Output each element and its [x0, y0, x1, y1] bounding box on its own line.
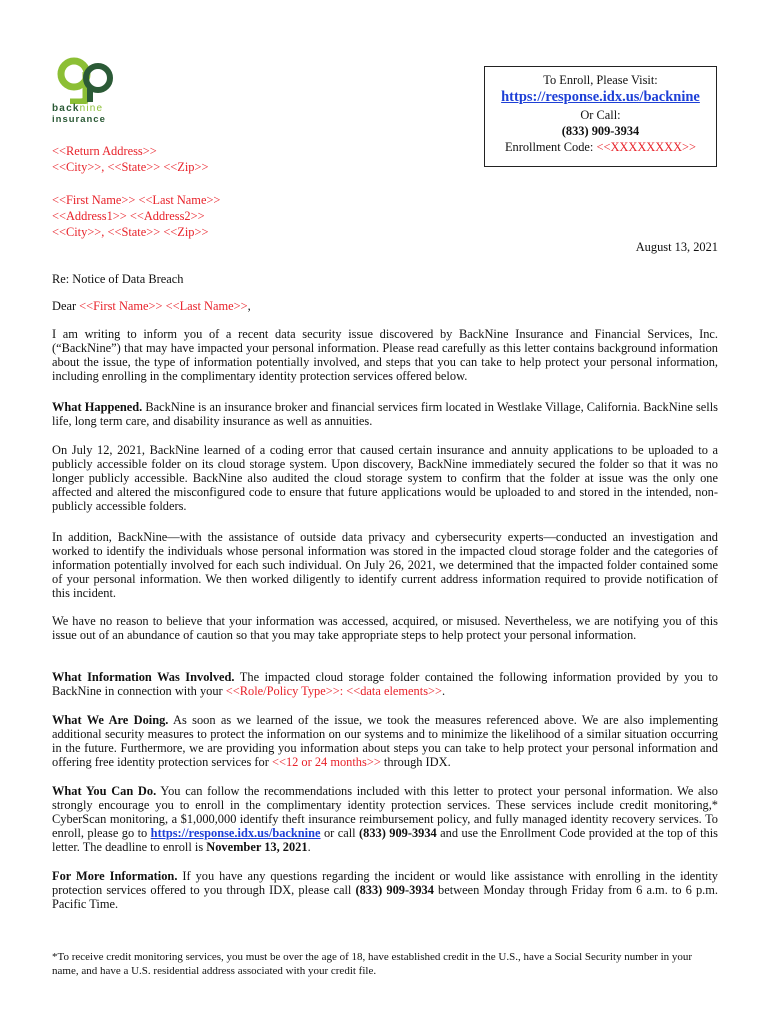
enroll-phone: (833) 909-3934: [561, 124, 640, 138]
backnine-logo: [52, 56, 122, 128]
logo-text-insurance: insurance: [52, 114, 106, 125]
enroll-url-inline-link[interactable]: https://response.idx.us/backnine: [150, 826, 321, 840]
investigation-paragraph: In addition, BackNine—with the assistance of outside data privacy and cybersecurity experts—conducted an investigation and worked to identify the individuals whose personal information was stored in the impacted cloud storage folder and the categories of information potentially involved for each such individual. On July 26, 2021, we determined that the impacted folder contained some of your personal information. We then worked diligently to identify current address information required to provide notification of this incident.: [52, 530, 718, 600]
july12-paragraph: On July 12, 2021, BackNine learned of a coding error that caused certain insurance and annuity applications to be uploaded to a publicly accessible folder on its cloud storage system. Upon discovery, BackNine immediately secured the folder so that it was no longer publicly accessible. BackNine also audited the cloud storage system to confirm that the folder at issue was the only one affected and altered the misconfigured code to ensure that future applications would be uploaded to and stored in the intended, non-publicly accessible folders.: [52, 443, 718, 513]
recipient-line3: <<City>>, <<State>> <<Zip>>: [52, 225, 209, 239]
enroll-url-link[interactable]: https://response.idx.us/backnine: [501, 89, 700, 105]
subject-line: Re: Notice of Data Breach: [52, 272, 184, 286]
what-happened-heading: What Happened.: [52, 400, 143, 414]
enroll-call-label: Or Call:: [580, 108, 621, 122]
footnote: *To receive credit monitoring services, you must be over the age of 18, have established credit in the U.S., have a Social Security number in your name, and have a U.S. residential address associated with your credit file.: [52, 951, 693, 977]
recipient-line1: <<First Name>> <<Last Name>>: [52, 193, 221, 207]
return-address-line1: <<Return Address>>: [52, 144, 157, 158]
what-happened-paragraph: What Happened. BackNine is an insurance broker and financial services firm located in Westlake Village, California. BackNine sells life, long term care, and disability insurance as well as annuities.: [52, 400, 718, 428]
logo-text-back: backnine: [52, 103, 104, 114]
what-doing-heading: What We Are Doing.: [52, 713, 169, 727]
what-can-do-heading: What You Can Do.: [52, 784, 157, 798]
salutation: Dear <<First Name>> <<Last Name>>,: [52, 299, 251, 313]
enroll-visit-label: To Enroll, Please Visit:: [543, 73, 658, 87]
return-address-line2: <<City>>, <<State>> <<Zip>>: [52, 160, 209, 174]
enrollment-box: [484, 66, 717, 167]
return-address: [52, 143, 208, 175]
enroll-code-value: <<XXXXXXXX>>: [596, 140, 697, 154]
recipient-line2: <<Address1>> <<Address2>>: [52, 209, 205, 223]
enroll-code-label: Enrollment Code:: [504, 140, 594, 154]
what-info-heading: What Information Was Involved.: [52, 670, 235, 684]
no-reason-paragraph: We have no reason to believe that your information was accessed, acquired, or misused. Nevertheless, we are notifying you of this issue out of an abundance of caution so that you may take appropriate steps to help protect your personal information.: [52, 614, 718, 642]
what-can-do-paragraph: What You Can Do. You can follow the recommendations included with this letter to protect your personal information. We also strongly encourage you to enroll in the complimentary identity protection services. These services include credit monitoring,* CyberScan monitoring, a $1,000,000 identify theft insurance reimbursement policy, and fully managed identity recovery services. To enroll, please go to https://response.idx.us/backnine or call (833) 909-3934 and use the Enrollment Code provided at the top of this letter. The deadline to enroll is November 13, 2021.: [52, 784, 719, 854]
what-info-paragraph: What Information Was Involved. The impacted cloud storage folder contained the following information provided by you to BackNine in connection with your <<Role/Policy Type>>: <<data elements>>.: [52, 670, 718, 698]
intro-paragraph: I am writing to inform you of a recent data security issue discovered by BackNine Insurance and Financial Services, Inc. (“BackNine”) that may have impacted your personal information. Please read carefully as this letter contains background information about the issue, the type of information potentially involved, and steps that you can take to help protect your personal information, including enrolling in the complimentary identity protection services offered below.: [52, 327, 718, 383]
what-doing-paragraph: What We Are Doing. As soon as we learned of the issue, we took the measures referenced above. We are also implementing additional security measures to protect the information on our systems and to minimize the likelihood of a similar situation occurring in the future. Furthermore, we are providing you information about steps you can take to help protect your personal information and offering free identity protection services for <<12 or 24 months>> through IDX.: [52, 713, 719, 769]
logo-mark-icon: [52, 56, 122, 104]
more-info-heading: For More Information.: [52, 869, 178, 883]
more-info-paragraph: For More Information. If you have any questions regarding the incident or would like assistance with enrolling in the identity protection services offered to you through IDX, please call (833) 909-3934 between Monday through Friday from 6 a.m. to 6 p.m. Pacific Time.: [52, 869, 718, 911]
letter-date: August 13, 2021: [635, 240, 718, 254]
recipient-address: [52, 192, 220, 240]
